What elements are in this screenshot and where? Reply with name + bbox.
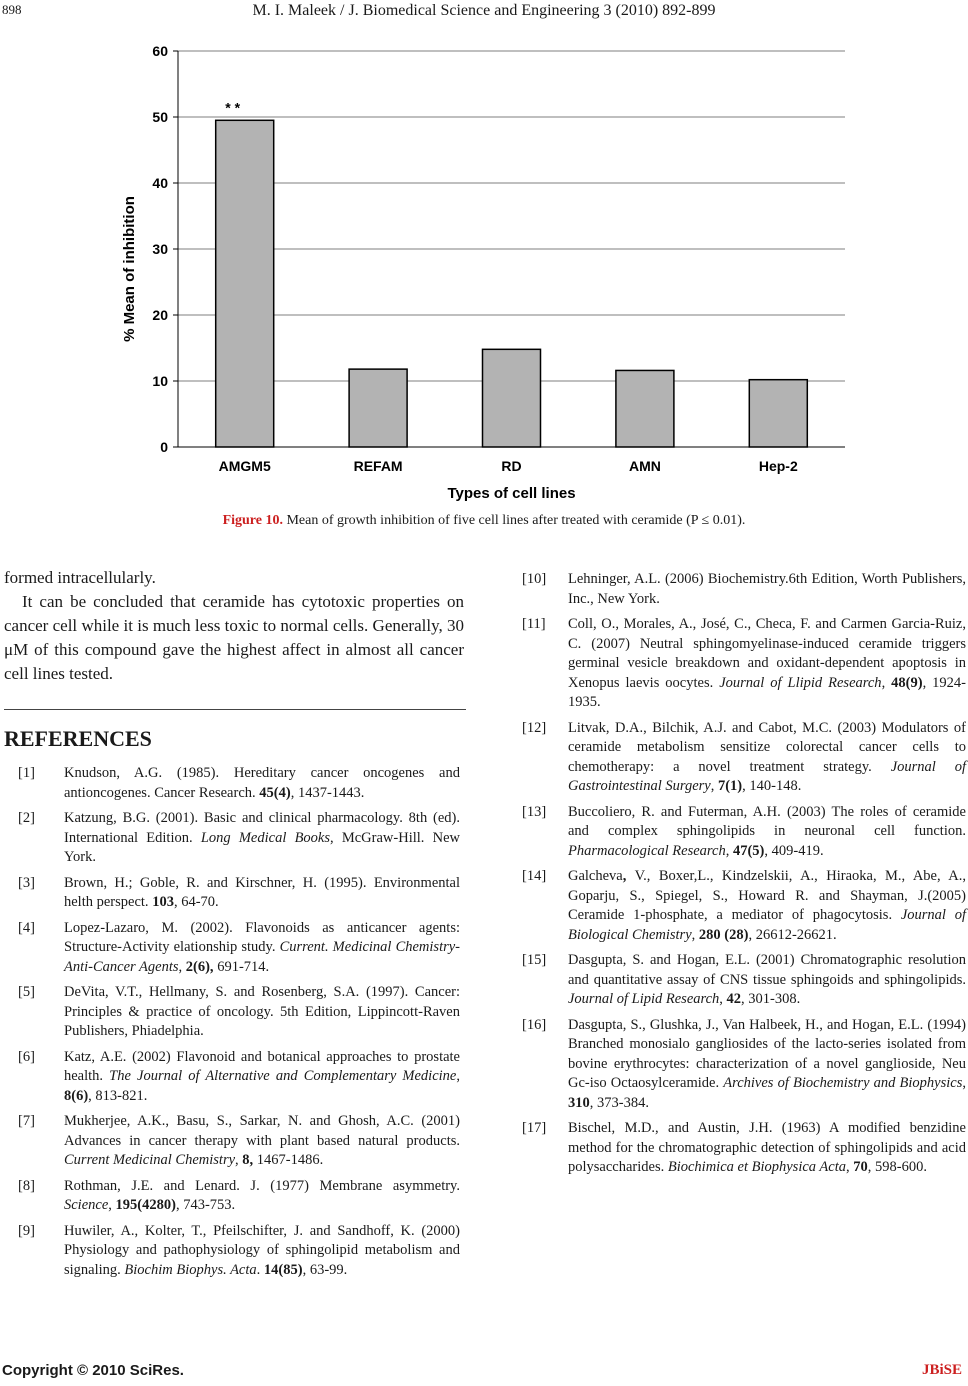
reference-item [522,951,966,1010]
reference-text: Dasgupta, S. and Hogan, E.L. (2001) Chromatographic resolution and quantitative assay of CNS tissue sphingoids and sphingolipids. Journal of Lipid Research, 42, 301-308. [568,952,966,1007]
x-tick-label: AMGM5 [218,458,271,474]
references-heading: REFERENCES [4,726,152,751]
copyright-notice: Copyright © 2010 SciRes. [2,1362,184,1379]
figure-caption-text: Mean of growth inhibition of five cell lines after treated with ceramide (P ≤ 0.01). [282,513,746,528]
x-tick-label: REFAM [353,458,403,474]
x-tick-label: AMN [628,458,661,474]
bar-rd [483,349,541,447]
reference-number: [7] [18,1113,35,1129]
reference-text: Knudson, A.G. (1985). Hereditary cancer oncogenes and antioncogenes. Cancer Research. 45(4), 1437-1443. [64,765,460,801]
reference-item [18,1177,460,1216]
references-right-column [522,570,966,1184]
reference-text: Coll, O., Morales, A., José, C., Checa, F. and Carmen Garcia-Ruiz, C. (2007) Neutral sphingomyelinase-induced ceramide triggers germinal vesicle breakdown and oxidant-dependent apoptosis in Xenopus laevis oocytes. Journal of Llipid Research, 48(9), 1924-1935. [568,616,966,710]
body-text [4,566,464,686]
reference-item [18,874,460,913]
x-tick-label: RD [501,458,522,474]
reference-text: Lehninger, A.L. (2006) Biochemistry.6th Edition, Worth Publishers, Inc., New York. [568,571,966,607]
reference-text: Litvak, D.A., Bilchik, A.J. and Cabot, M.C. (2003) Modulators of ceramide metabolism sensitize colorectal cancer cells to chemotherapy: a novel treatment strategy. Journal of Gastrointestinal Surgery, 7(1), 140-148. [568,719,966,794]
reference-number: [12] [522,719,547,736]
reference-item [522,570,966,609]
section-divider [4,709,466,710]
y-tick-label: 50 [152,109,168,125]
reference-item [18,919,460,978]
figure-label: Figure 10. [222,513,283,528]
reference-text: Huwiler, A., Kolter, T., Pfeilschifter, J. and Sandhoff, K. (2000) Physiology and pathophysiology of sphingolipid metabolism and signaling. Biochim Biophys. Acta. 14(85), 63-99. [64,1222,460,1278]
reference-item [18,1112,460,1171]
significance-marker: * * [225,99,241,116]
reference-number: [9] [18,1222,35,1239]
running-title: M. I. Maleek / J. Biomedical Science and Engineering 3 (2010) 892-899 [252,2,716,19]
reference-item [522,1016,966,1114]
reference-item [18,809,460,868]
reference-item [18,764,460,803]
reference-text: Brown, H.; Goble, R. and Kirschner, H. (1995). Environmental helth perspect. 103, 64-70. [64,874,460,910]
reference-item [18,1048,460,1107]
y-tick-label: 20 [152,307,168,323]
reference-text: Katzung, B.G. (2001). Basic and clinical pharmacology. 8th (ed). International Edition. Long Medical Books, McGraw-Hill. New York. [64,810,460,865]
reference-number: [11] [522,616,546,632]
reference-text: Mukherjee, A.K., Basu, S., Sarkar, N. and Ghosh, A.C. (2001) Advances in cancer therapy with plant based natural products. Current Medicinal Chemistry, 8, 1467-1486. [64,1113,460,1168]
page-number: 898 [2,2,22,17]
y-tick-label: 60 [152,43,168,59]
reference-number: [6] [18,1048,35,1065]
reference-number: [15] [522,952,547,968]
reference-number: [2] [18,810,35,826]
reference-text: Rothman, J.E. and Lenard. J. (1977) Membrane asymmetry. Science, 195(4280), 743-753. [64,1177,460,1213]
reference-item [522,1119,966,1178]
references-left-column [18,764,460,1286]
bar-amn [616,370,674,447]
reference-text: Bischel, M.D., and Austin, J.H. (1963) A modified benzidine method for the chromatographic detection of sphingolipids and acid polysaccharides. Biochimica et Biophysica Acta, 70, 598-600. [568,1120,966,1175]
y-axis-label: % Mean of inhibition [121,196,138,342]
reference-item [522,615,966,713]
reference-item [18,1222,460,1281]
reference-item [522,719,966,797]
journal-abbreviation: JBiSE [921,1362,962,1378]
x-axis-label: Types of cell lines [447,485,576,502]
reference-text: Lopez-Lazaro, M. (2002). Flavonoids as anticancer agents: Structure-Activity elationship study. Current. Medicinal Chemistry-Anti-Cancer Agents, 2(6), 691-714. [64,919,461,975]
reference-number: [17] [522,1120,547,1136]
reference-number: [14] [522,868,547,884]
bar-amgm5 [216,120,274,447]
reference-text: DeVita, V.T., Hellmany, S. and Rosenberg, S.A. (1997). Cancer: Principles & practice of oncology. 5th Edition, Lippincott-Raven Publishers, Phiadelphia. [64,984,460,1039]
reference-number: [3] [18,874,35,891]
y-tick-label: 40 [152,175,168,191]
reference-text: Dasgupta, S., Glushka, J., Van Halbeek, H., and Hogan, E.L. (1994) Branched monosialo gangliosides of the lacto-series isolated from bovine erythrocytes: characterization of a novel ganglioside, Neu Gc-iso Octaosylceramide. Archives of Biochemistry and Biophysics, 310, 373-384. [568,1016,966,1111]
x-tick-label: Hep-2 [758,458,798,474]
reference-item [522,867,966,945]
reference-item [18,983,460,1042]
y-tick-label: 0 [160,439,168,455]
reference-number: [13] [522,803,547,820]
figure-caption [0,513,968,529]
reference-text: Galcheva, V., Boxer,L., Kindzelskii, A., Hiraoka, M., Abe, A., Goparju, S., Spiegel, S., Howard R. and Shayman, J.(2005) Ceramide 1-phosphate, a mediator of phagocytosis. Journal of Biological Chemistry, 280 (28), 26612-26621. [568,868,966,943]
reference-text: Katz, A.E. (2002) Flavonoid and botanical approaches to prostate health. The Journal of Alternative and Complementary Medicine, 8(6), 813-821. [64,1048,460,1104]
reference-number: [5] [18,984,35,1000]
reference-text: Buccoliero, R. and Futerman, A.H. (2003) The roles of ceramide and complex sphingolipids in neuronal cell function. Pharmacological Research, 47(5), 409-419. [568,803,966,859]
reference-number: [16] [522,1016,547,1033]
paragraph-conclusion: It can be concluded that ceramide has cytotoxic properties on cancer cell while it is much less toxic to normal cells. Generally, 30 μM of this compound gave the highest affect in almost all cancer cell lines tested. [4,592,464,683]
bar-refam [349,369,407,447]
y-tick-label: 10 [152,373,168,389]
paragraph: formed intracellularly. [4,568,156,587]
bar-hep-2 [749,380,807,447]
reference-item [522,803,966,862]
bar-chart [110,35,855,505]
reference-number: [10] [522,571,547,587]
y-tick-label: 30 [152,241,168,257]
reference-number: [1] [18,765,35,781]
reference-number: [4] [18,919,35,936]
reference-number: [8] [18,1177,35,1194]
